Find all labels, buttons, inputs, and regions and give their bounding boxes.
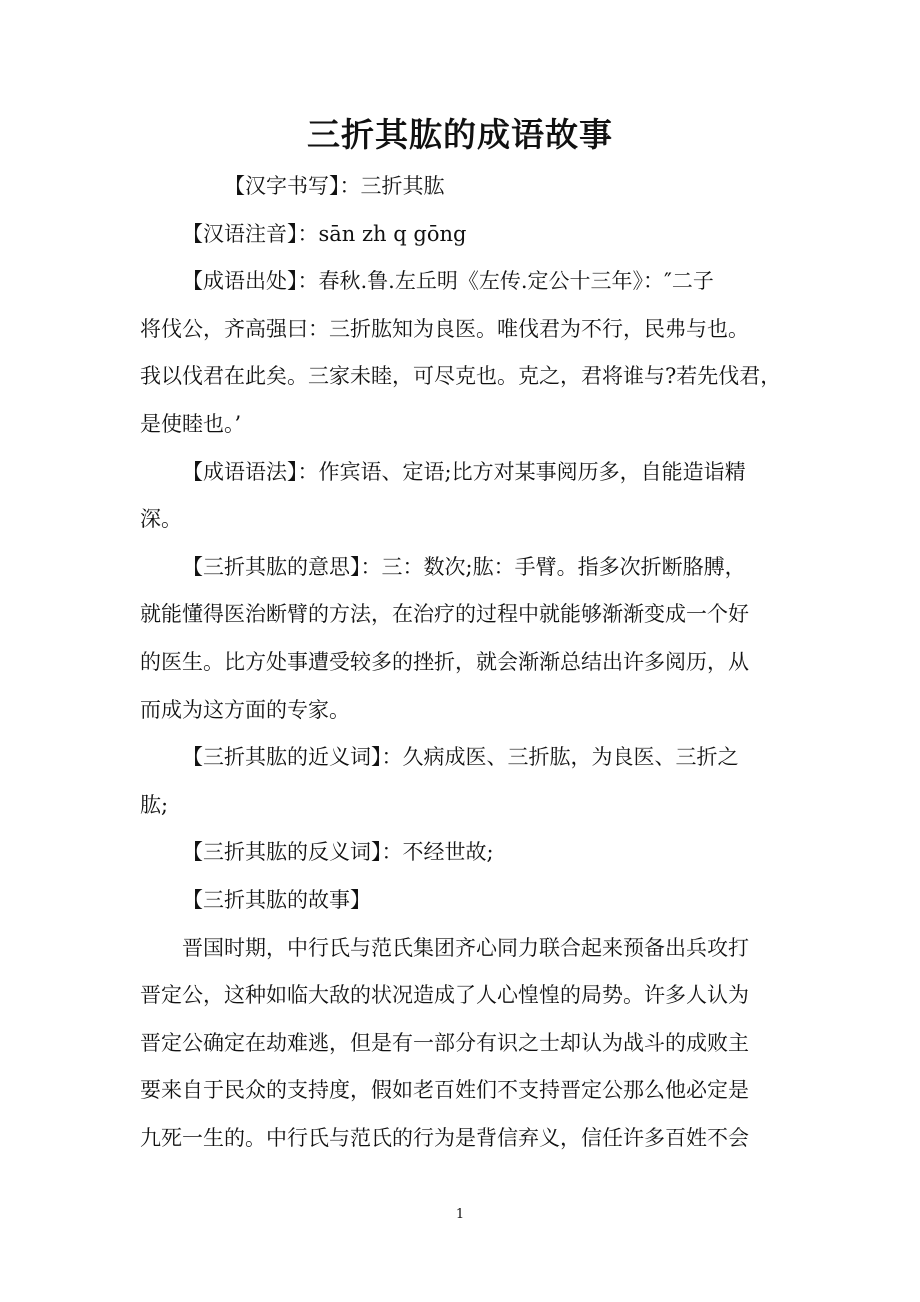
text-line: 【成语语法】：作宾语、定语;比方对某事阅历多，自能造诣精 <box>182 459 746 484</box>
paragraph-story-heading <box>140 877 780 925</box>
paragraph-synonyms <box>140 734 780 829</box>
paragraph-hanzi-writing <box>140 163 780 211</box>
text-line: 要来自于民众的支持度，假如老百姓们不支持晋定公那么他必定是 <box>140 1078 749 1103</box>
text-line: 【三折其肱的意思】：三：数次;肱：手臂。指多次折断胳膊， <box>182 554 746 579</box>
document-body <box>140 163 780 1162</box>
paragraph-antonyms <box>140 829 780 877</box>
text-line: 而成为这方面的专家。 <box>140 697 350 722</box>
text-line: 【三折其肱的反义词】：不经世故; <box>182 840 494 865</box>
text-line: 晋定公，这种如临大敌的状况造成了人心惶惶的局势。许多人认为 <box>140 983 749 1008</box>
paragraph-story <box>140 925 780 1163</box>
text-line: 肱; <box>140 792 169 817</box>
text-line: 【三折其肱的故事】 <box>182 887 371 912</box>
text-line: 深。 <box>140 507 182 532</box>
text-line: 【成语出处】：春秋.鲁.左丘明《左传.定公十三年》：″二子 <box>182 269 714 294</box>
text-line: 【汉语注音】：sān zh q gōng <box>182 221 467 246</box>
text-line: 将伐公，齐高强曰：三折肱知为良医。唯伐君为不行，民弗与也。 <box>140 316 749 341</box>
text-line: 【汉字书写】：三折其肱 <box>224 174 445 198</box>
text-line: 我以伐君在此矣。三家未睦，可尽克也。克之，君将谁与?若先伐君， <box>140 364 782 389</box>
page-title: 三折其肱的成语故事 <box>307 115 613 154</box>
paragraph-grammar <box>140 449 780 544</box>
paragraph-source <box>140 258 780 448</box>
text-line: 是使睦也。’ <box>140 411 242 436</box>
paragraph-pinyin <box>140 211 780 259</box>
text-line: 就能懂得医治断臂的方法，在治疗的过程中就能够渐渐变成一个好 <box>140 602 749 627</box>
text-line: 九死一生的。中行氏与范氏的行为是背信弃义，信任许多百姓不会 <box>140 1125 749 1150</box>
text-line: 晋国时期，中行氏与范氏集团齐心同力联合起来预备出兵攻打 <box>182 935 749 960</box>
page-number: 1 <box>455 1207 465 1222</box>
text-line: 晋定公确定在劫难逃，但是有一部分有识之士却认为战斗的成败主 <box>140 1030 749 1055</box>
text-line: 【三折其肱的近义词】：久病成医、三折肱，为良医、三折之 <box>182 745 739 770</box>
paragraph-meaning <box>140 544 780 734</box>
text-line: 的医生。比方处事遭受较多的挫折，就会渐渐总结出许多阅历，从 <box>140 649 749 674</box>
